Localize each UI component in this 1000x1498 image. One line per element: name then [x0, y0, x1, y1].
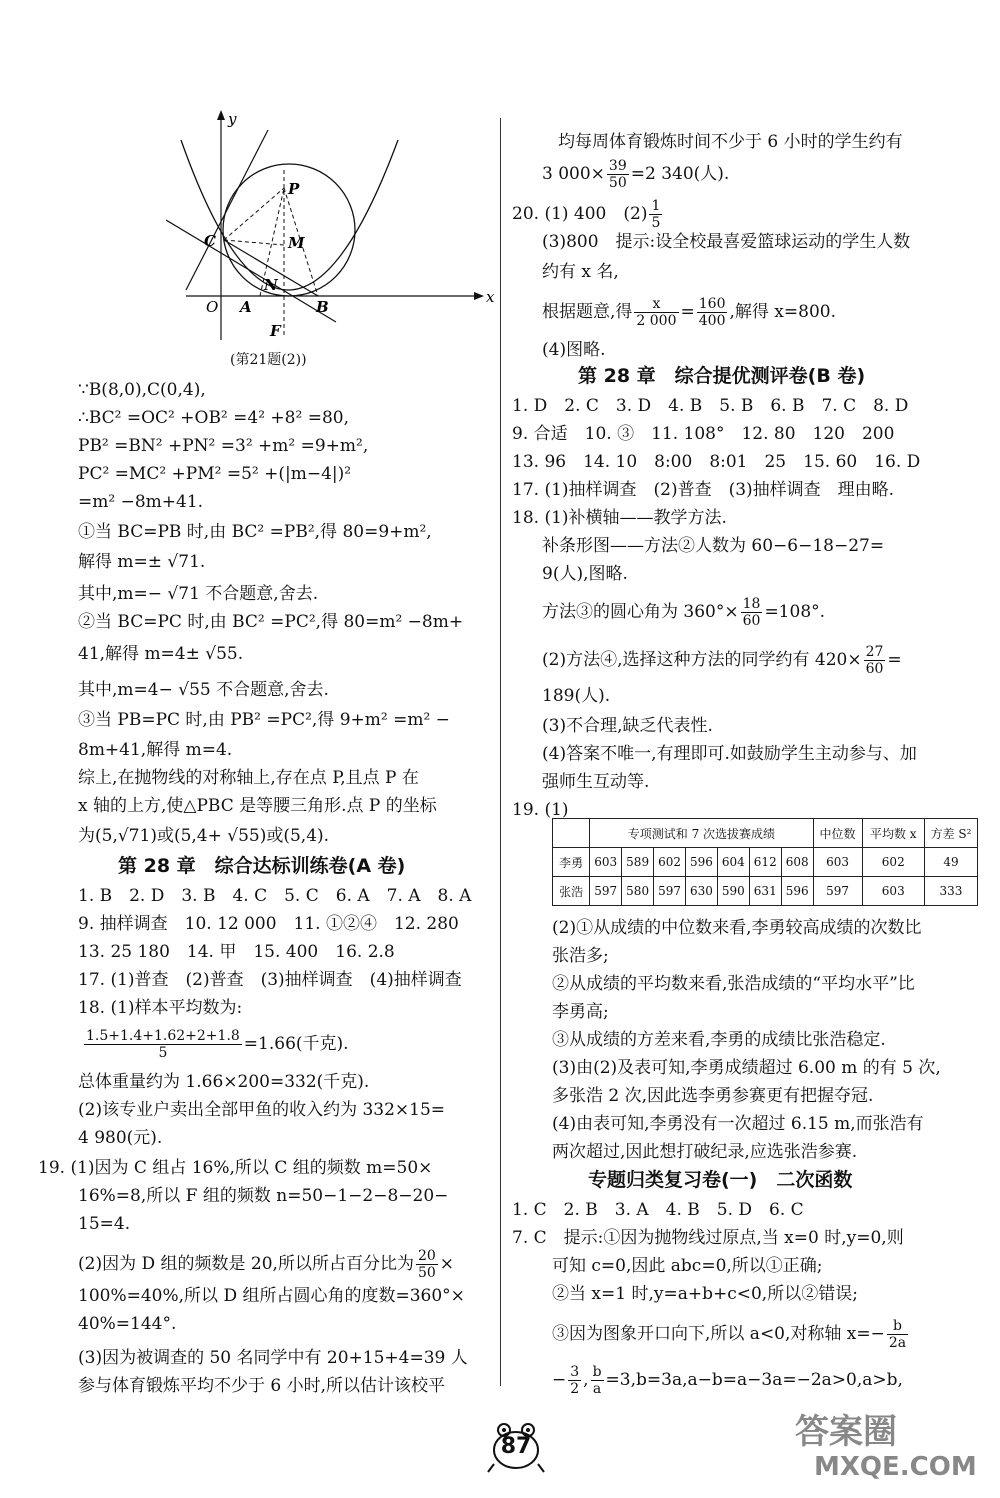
- fraction: $\frac{20}{50}$: [417, 1248, 436, 1281]
- table-cell: 603: [813, 848, 862, 877]
- answer-line: 17. (1)抽样调查 (2)普查 (3)抽样调查 理由略.: [512, 480, 895, 500]
- watermark-url: MXQE.COM: [814, 1452, 977, 1482]
- table-cell: 张浩: [553, 877, 590, 906]
- solution-line: x 轴的上方,使△PBC 是等腰三角形.点 P 的坐标: [78, 796, 437, 816]
- answer-line: ③从成绩的方差来看,李勇的成绩比张浩稳定.: [552, 1030, 886, 1050]
- answer-line: 参与体育锻炼平均不少于 6 小时,所以估计该校平: [78, 1376, 446, 1396]
- answer-line: ②当 x=1 时,y=a+b+c<0,所以②错误;: [552, 1284, 858, 1304]
- fraction: $\frac{18}{60}$: [742, 596, 761, 629]
- parabola-figure: [166, 110, 496, 360]
- answer-line: 可知 c=0,因此 abc=0,所以①正确;: [552, 1256, 823, 1276]
- answer-line: 13. 96 14. 10 8:00 8:01 25 15. 60 16. D: [512, 452, 921, 472]
- solution-line: PB² =BN² +PN² =3² +m² =9+m²,: [78, 436, 369, 456]
- answer-line: ③因为图象开口向下,所以 a<0,对称轴 x=− $\frac{b}{2a}$: [552, 1318, 907, 1351]
- answer-line: (4)答案不唯一,有理即可.如鼓励学生主动参与、加: [542, 744, 917, 764]
- solution-line: 8m+41,解得 m=4.: [78, 740, 233, 760]
- fraction: $\frac{1}{5}$: [651, 198, 661, 231]
- mean-expression: $\frac{1.5+1.4+1.62+2+1.8}{5}$ =1.66(千克).: [86, 1028, 349, 1061]
- answer-line: 1. C 2. B 3. A 4. B 5. D 6. C: [512, 1200, 804, 1220]
- table-header: 方差 S²: [924, 819, 977, 848]
- answer-line: (2)因为 D 组的频数是 20,所以所占百分比为 $\frac{20}{50}$ ×: [78, 1248, 455, 1281]
- answer-line: 9. 合适 10. ③ 11. 108° 12. 80 120 200: [512, 424, 895, 444]
- answer-line: 19. (1): [512, 800, 569, 820]
- fraction: $\frac{27}{60}$: [865, 644, 884, 677]
- watermark-logo: 答案圈: [795, 1412, 897, 1452]
- answer-line: 16%=8,所以 F 组的频数 n=50−1−2−8−20−: [78, 1186, 449, 1206]
- answer-line: (3)800 提示:设全校最喜爱篮球运动的学生人数: [542, 232, 911, 252]
- table-cell: 602: [654, 848, 686, 877]
- answer-line: 补条形图——方法②人数为 60−6−18−27=: [542, 536, 885, 556]
- answer-line: 9(人),图略.: [542, 564, 628, 584]
- answer-line: 7. C 提示:①因为抛物线过原点,当 x=0 时,y=0,则: [512, 1228, 904, 1248]
- table-header: 专项测试和 7 次选拔赛成绩: [590, 819, 813, 848]
- answer-line: 1. D 2. C 3. D 4. B 5. B 6. B 7. C 8. D: [512, 396, 909, 416]
- point-f: F: [270, 322, 281, 340]
- column-divider: [500, 118, 501, 1386]
- fraction: $\frac{b}{a}$: [592, 1364, 602, 1397]
- point-m: M: [288, 234, 305, 252]
- fraction: $\frac{3}{2}$: [570, 1364, 580, 1397]
- table-cell: 631: [749, 877, 781, 906]
- table-cell: 580: [622, 877, 654, 906]
- answer-line: 20. (1) 400 (2) $\frac{1}{5}$: [512, 198, 661, 231]
- answer-line: 4 980(元).: [78, 1128, 163, 1148]
- answer-line: 均每周体育锻炼时间不少于 6 小时的学生约有: [558, 132, 903, 152]
- page-number-badge: [486, 1420, 546, 1474]
- point-c: C: [204, 232, 216, 250]
- answer-line: 18. (1)补横轴——教学方法.: [512, 508, 727, 528]
- answer-line: (4)由表可知,李勇没有一次超过 6.15 m,而张浩有: [552, 1114, 924, 1134]
- table-cell: 597: [590, 877, 622, 906]
- solution-line: ∵B(8,0),C(0,4),: [78, 380, 206, 400]
- answer-line: ②从成绩的平均数来看,张浩成绩的“平均水平”比: [552, 974, 915, 994]
- solution-line: 为(5,√71)或(5,4+ √55)或(5,4).: [78, 826, 330, 846]
- answer-line: − $\frac{3}{2}$ , $\frac{b}{a}$ =3,b=3a,a−b=a−3a=−2a>0,a>b,: [552, 1364, 903, 1397]
- solution-line: =m² −8m+41.: [78, 492, 204, 512]
- table-cell: 630: [685, 877, 717, 906]
- table-cell: 333: [924, 877, 977, 906]
- table-header: 平均数 x: [862, 819, 924, 848]
- answer-line: 100%=40%,所以 D 组所占圆心角的度数=360°×: [78, 1286, 465, 1306]
- answer-line: (3)由(2)及表可知,李勇成绩超过 6.00 m 的有 5 次,: [552, 1058, 941, 1078]
- point-p: P: [288, 180, 300, 198]
- table-cell: 李勇: [553, 848, 590, 877]
- table-cell: 603: [590, 848, 622, 877]
- page-number: 87: [500, 1434, 532, 1459]
- table-cell: 596: [781, 877, 813, 906]
- table-header: 中位数: [813, 819, 862, 848]
- answer-line: 17. (1)普查 (2)普查 (3)抽样调查 (4)抽样调查: [78, 970, 462, 990]
- answer-line: 1. B 2. D 3. B 4. C 5. C 6. A 7. A 8. A: [78, 886, 472, 906]
- answer-line: 总体重量约为 1.66×200=332(千克).: [78, 1072, 370, 1092]
- fraction: $\frac{x}{2 000}$: [636, 296, 677, 329]
- table-row: [553, 848, 978, 877]
- answer-line: 约有 x 名,: [542, 262, 619, 282]
- x-axis-label: x: [486, 288, 495, 306]
- answer-line: 40%=144°.: [78, 1314, 177, 1334]
- section-a-title: 第 28 章 综合达标训练卷(A 卷): [118, 855, 406, 877]
- answer-line: (2)该专业户卖出全部甲鱼的收入约为 332×15=: [78, 1100, 446, 1120]
- answer-line: (3)因为被调查的 50 名同学中有 20+15+4=39 人: [78, 1348, 468, 1368]
- solution-line: ②当 BC=PC 时,由 BC² =PC²,得 80=m² −8m+: [78, 612, 464, 632]
- table-cell: 590: [717, 877, 749, 906]
- solution-line: ③当 PB=PC 时,由 PB² =PC²,得 9+m² =m² −: [78, 710, 450, 730]
- point-a: A: [240, 298, 252, 316]
- answer-line: (2)①从成绩的中位数来看,李勇较高成绩的次数比: [552, 918, 922, 938]
- table-cell: 602: [862, 848, 924, 877]
- table-cell: 608: [781, 848, 813, 877]
- section-c-title: 专题归类复习卷(一) 二次函数: [588, 1169, 853, 1191]
- table-row: [553, 877, 978, 906]
- answer-line: 189(人).: [542, 686, 611, 706]
- table-cell: 604: [717, 848, 749, 877]
- solution-line: 41,解得 m=4± √55.: [78, 644, 244, 664]
- answer-line: 强师生互动等.: [542, 772, 650, 792]
- answer-line: (4)图略.: [542, 340, 606, 360]
- table-cell: 589: [622, 848, 654, 877]
- solution-line: ∴BC² =OC² +OB² =4² +8² =80,: [78, 408, 349, 428]
- score-table: [552, 818, 978, 906]
- figure-caption: (第21题(2)): [230, 352, 307, 368]
- table-header-row: [553, 819, 978, 848]
- answer-line: 9. 抽样调查 10. 12 000 11. ①②④ 12. 280: [78, 914, 459, 934]
- answer-line: 3 000× $\frac{39}{50}$ =2 340(人).: [542, 158, 730, 191]
- solution-line: 综上,在抛物线的对称轴上,存在点 P,且点 P 在: [78, 768, 419, 788]
- table-cell: 612: [749, 848, 781, 877]
- section-b-title: 第 28 章 综合提优测评卷(B 卷): [578, 365, 866, 387]
- fraction: $\frac{b}{2a}$: [888, 1318, 907, 1351]
- answer-line: 根据题意,得 $\frac{x}{2 000}$ = $\frac{160}{400}$ ,解得 x=800.: [542, 296, 836, 329]
- point-b: B: [316, 298, 329, 316]
- answer-line: 13. 25 180 14. 甲 15. 400 16. 2.8: [78, 942, 395, 962]
- answer-line: 15=4.: [78, 1214, 131, 1234]
- solution-line: 解得 m=± √71.: [78, 552, 206, 572]
- answer-line: 多张浩 2 次,因此选李勇参赛更有把握夺冠.: [552, 1086, 874, 1106]
- solution-line: 其中,m=− √71 不合题意,舍去.: [78, 584, 319, 604]
- answer-line: 方法③的圆心角为 360°× $\frac{18}{60}$ =108°.: [542, 596, 826, 629]
- table-cell: 597: [654, 877, 686, 906]
- answer-line: 两次超过,因此想打破纪录,应选张浩参赛.: [552, 1142, 858, 1162]
- solution-line: ①当 BC=PB 时,由 BC² =PB²,得 80=9+m²,: [78, 522, 432, 542]
- table-cell: 603: [862, 877, 924, 906]
- table-cell: 596: [685, 848, 717, 877]
- table-cell: 597: [813, 877, 862, 906]
- fraction: $\frac{39}{50}$: [608, 158, 627, 191]
- fraction: $\frac{160}{400}$: [698, 296, 726, 329]
- answer-line: 李勇高;: [552, 1002, 609, 1022]
- y-axis-label: y: [228, 110, 237, 128]
- answer-line: (2)方法④,选择这种方法的同学约有 420× $\frac{27}{60}$ =: [542, 644, 902, 677]
- answer-line: 18. (1)样本平均数为:: [78, 998, 243, 1018]
- origin-label: O: [206, 298, 219, 316]
- fraction: $\frac{1.5+1.4+1.62+2+1.8}{5}$: [86, 1028, 240, 1061]
- solution-line: 其中,m=4− √55 不合题意,舍去.: [78, 680, 329, 700]
- answer-line: 19. (1)因为 C 组占 16%,所以 C 组的频数 m=50×: [38, 1158, 433, 1178]
- table-cell: 49: [924, 848, 977, 877]
- solution-line: PC² =MC² +PM² =5² +(|m−4|)²: [78, 464, 352, 484]
- answer-line: (3)不合理,缺乏代表性.: [542, 716, 713, 736]
- point-n: N: [264, 276, 278, 294]
- answer-line: 张浩多;: [552, 946, 609, 966]
